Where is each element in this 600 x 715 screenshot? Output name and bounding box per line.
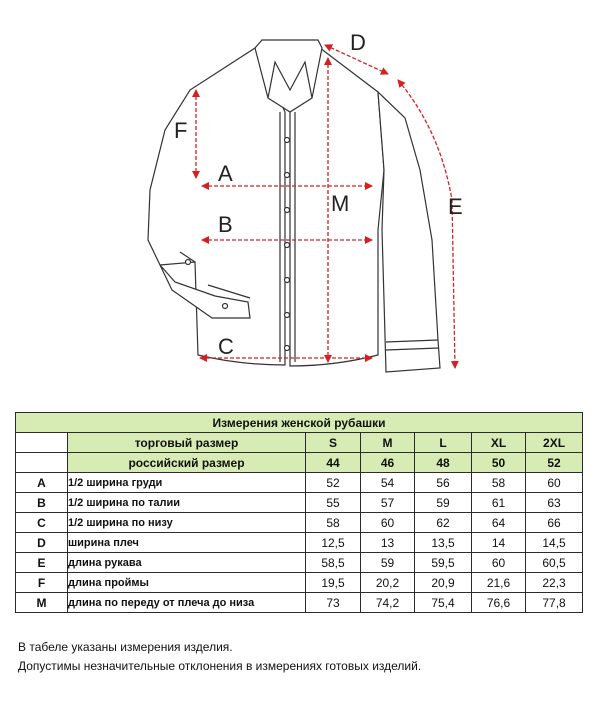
table-title: Измерения женской рубашки	[16, 413, 583, 433]
russian-size: 52	[526, 453, 583, 473]
table-row	[16, 573, 583, 593]
row-value: 21,6	[472, 573, 526, 593]
row-desc: 1/2 ширина по низу	[68, 513, 306, 533]
row-value: 60,5	[526, 553, 583, 573]
row-value: 58,5	[306, 553, 361, 573]
row-value: 63	[526, 493, 583, 513]
label-m: M	[331, 191, 350, 216]
row-value: 60	[361, 513, 415, 533]
label-c: C	[218, 334, 234, 359]
row-value: 20,9	[415, 573, 472, 593]
trade-size: L	[415, 433, 472, 453]
row-value: 20,2	[361, 573, 415, 593]
note-line: Допустимы незначительные отклонения в измерениях готовых изделий.	[18, 659, 422, 673]
row-value: 13	[361, 533, 415, 553]
table-row	[16, 593, 583, 613]
row-desc: 1/2 ширина груди	[68, 473, 306, 493]
row-code: F	[16, 573, 68, 593]
size-table	[15, 412, 583, 613]
russian-size: 50	[472, 453, 526, 473]
table-row	[16, 493, 583, 513]
row-value: 56	[415, 473, 472, 493]
table-row	[16, 513, 583, 533]
label-a: A	[218, 161, 233, 186]
russian-size: 46	[361, 453, 415, 473]
row-value: 60	[472, 553, 526, 573]
note-line: В табеле указаны измерения изделия.	[18, 640, 233, 654]
row-desc: ширина плеч	[68, 533, 306, 553]
trade-size: 2XL	[526, 433, 583, 453]
table-row	[16, 553, 583, 573]
russian-size: 44	[306, 453, 361, 473]
row-value: 75,4	[415, 593, 472, 613]
label-b: B	[218, 212, 233, 237]
label-d: D	[350, 30, 366, 55]
label-f: F	[174, 118, 188, 143]
row-value: 52	[306, 473, 361, 493]
row-value: 14,5	[526, 533, 583, 553]
row-code: D	[16, 533, 68, 553]
row-value: 61	[472, 493, 526, 513]
row-value: 19,5	[306, 573, 361, 593]
row-value: 13,5	[415, 533, 472, 553]
row-value: 59	[361, 553, 415, 573]
row-value: 62	[415, 513, 472, 533]
row-value: 12,5	[306, 533, 361, 553]
row-value: 54	[361, 473, 415, 493]
table-row	[16, 533, 583, 553]
table-row	[16, 473, 583, 493]
row-value: 57	[361, 493, 415, 513]
row-value: 22,3	[526, 573, 583, 593]
row-value: 59,5	[415, 553, 472, 573]
row-value: 66	[526, 513, 583, 533]
russian-size-label: российский размер	[68, 453, 306, 473]
row-code: A	[16, 473, 68, 493]
notes	[18, 638, 421, 676]
row-value: 77,8	[526, 593, 583, 613]
trade-size-label: торговый размер	[68, 433, 306, 453]
row-value: 60	[526, 473, 583, 493]
row-value: 74,2	[361, 593, 415, 613]
row-code: M	[16, 593, 68, 613]
row-code: B	[16, 493, 68, 513]
row-value: 58	[472, 473, 526, 493]
row-value: 64	[472, 513, 526, 533]
row-value: 59	[415, 493, 472, 513]
row-value: 14	[472, 533, 526, 553]
row-value: 73	[306, 593, 361, 613]
label-e: E	[448, 194, 463, 219]
trade-size: M	[361, 433, 415, 453]
row-value: 76,6	[472, 593, 526, 613]
row-value: 58	[306, 513, 361, 533]
trade-size: XL	[472, 433, 526, 453]
row-desc: длина по переду от плеча до низа	[68, 593, 306, 613]
row-desc: 1/2 ширина по талии	[68, 493, 306, 513]
row-value: 55	[306, 493, 361, 513]
russian-size: 48	[415, 453, 472, 473]
shirt-outline	[148, 40, 440, 372]
row-desc: длина рукава	[68, 553, 306, 573]
row-code: C	[16, 513, 68, 533]
row-code: E	[16, 553, 68, 573]
trade-size: S	[306, 433, 361, 453]
row-desc: длина проймы	[68, 573, 306, 593]
